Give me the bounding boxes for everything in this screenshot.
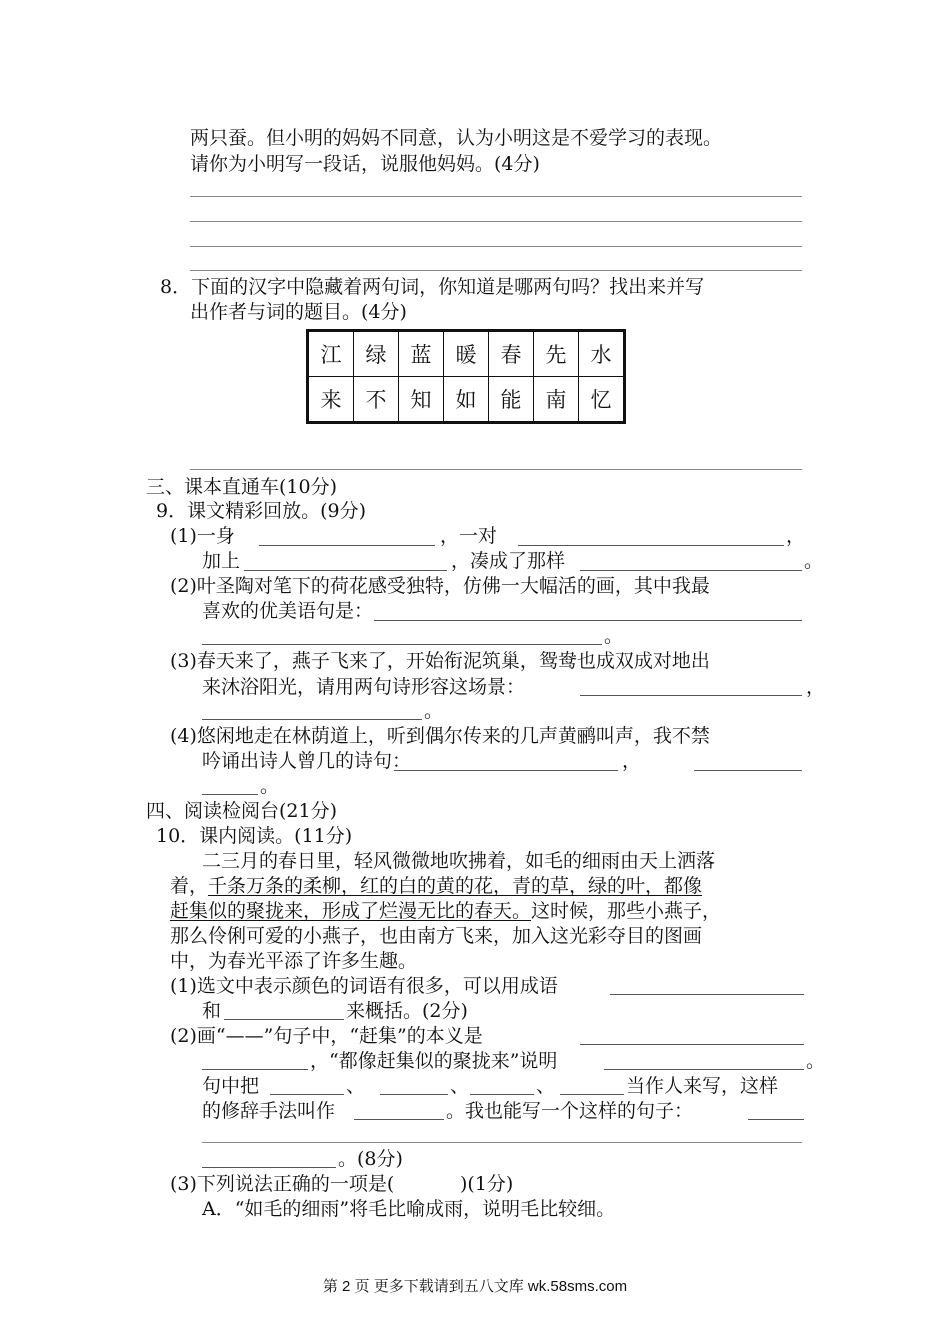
underlined-sentence: 赶集似的聚拢来，形成了烂漫无比的春天。 xyxy=(170,900,532,922)
page-footer: 第 2 页 更多下载请到五八文库 wk.58sms.com xyxy=(322,1278,628,1295)
grid-cell: 暖 xyxy=(444,331,489,377)
blank-line[interactable] xyxy=(560,1094,624,1095)
blank-line[interactable] xyxy=(374,620,802,621)
q9-p3-text: ， xyxy=(806,676,826,698)
q10-s1-text: 来概括。(2分) xyxy=(346,1000,468,1022)
grid-cell: 水 xyxy=(579,331,625,377)
grid-cell: 蓝 xyxy=(399,331,444,377)
q7-text-line1: 两只蚕。但小明的妈妈不同意，认为小明这是不爱学习的表现。 xyxy=(190,127,723,149)
q10-s2-text: 、 xyxy=(346,1075,366,1097)
q9-p2-text: 喜欢的优美语句是： xyxy=(202,600,374,622)
q10-s2-text: 。(8分) xyxy=(338,1148,403,1170)
blank-line[interactable] xyxy=(259,545,435,546)
grid-cell: 来 xyxy=(308,377,354,423)
section3-heading: 三、课本直通车(10分) xyxy=(146,476,338,498)
q10-title: 10．课内阅读。(11分) xyxy=(156,825,353,847)
q9-title: 9．课文精彩回放。(9分) xyxy=(156,500,367,522)
blank-line[interactable] xyxy=(610,994,804,995)
blank-line[interactable] xyxy=(202,1167,336,1168)
grid-cell: 绿 xyxy=(354,331,399,377)
q9-p4-text: 吟诵出诗人曾几的诗句： xyxy=(202,750,412,772)
q10-s2-text: 。我也能写一个这样的句子： xyxy=(446,1100,694,1122)
blank-line[interactable] xyxy=(202,794,258,795)
passage-line: 那么伶俐可爱的小燕子，也由南方飞来，加入这光彩夺目的图画 xyxy=(170,925,703,947)
q9-p2-text: 。 xyxy=(604,625,624,647)
q9-p1-text: 加上 xyxy=(202,550,241,572)
blank-line[interactable] xyxy=(580,695,802,696)
grid-cell: 先 xyxy=(534,331,579,377)
passage-line xyxy=(170,898,721,924)
blank-line[interactable] xyxy=(580,570,802,571)
q10-s3-text: )(1分) xyxy=(460,1173,514,1195)
answer-line xyxy=(190,246,802,247)
q9-p1-text: (1)一身 xyxy=(170,525,235,547)
q9-p1-text: ，一对 xyxy=(440,525,498,547)
blank-line[interactable] xyxy=(224,1019,344,1020)
q9-p1-text: 。 xyxy=(804,550,824,572)
answer-line xyxy=(190,270,802,271)
underlined-sentence: 千条万条的柔柳，红的白的黄的花，青的草，绿的叶，都像 xyxy=(208,875,703,897)
q10-s2-text: 的修辞手法叫作 xyxy=(202,1100,336,1122)
blank-line[interactable] xyxy=(354,1119,444,1120)
q10-s1-text: 和 xyxy=(202,1000,222,1022)
q10-s2-text: 、 xyxy=(450,1075,470,1097)
grid-cell: 春 xyxy=(489,331,534,377)
grid-cell: 不 xyxy=(354,377,399,423)
passage-line xyxy=(170,873,702,899)
q10-s2-text: ，“都像赶集似的聚拢来”说明 xyxy=(310,1050,558,1072)
hidden-poem-grid xyxy=(306,329,626,424)
blank-line[interactable] xyxy=(270,1094,344,1095)
passage-line: 中，为春光平添了许多生趣。 xyxy=(170,950,418,972)
grid-cell: 如 xyxy=(444,377,489,423)
blank-line[interactable] xyxy=(518,545,784,546)
q9-p3-text: 来沐浴阳光，请用两句诗形容这场景： xyxy=(202,676,526,698)
blank-line[interactable] xyxy=(580,1044,804,1045)
grid-row xyxy=(308,331,625,377)
answer-line xyxy=(190,221,802,222)
answer-line xyxy=(190,469,802,470)
passage-text: 这时候，那些小燕子， xyxy=(531,900,722,922)
q9-p3-text: 。 xyxy=(424,700,444,722)
blank-line[interactable] xyxy=(604,1069,804,1070)
q10-s2-text: 句中把 xyxy=(202,1075,260,1097)
blank-line[interactable] xyxy=(748,1119,804,1120)
grid-cell: 忆 xyxy=(579,377,625,423)
q10-s3-text: (3)下列说法正确的一项是( xyxy=(170,1173,395,1195)
q9-p1-text: ，凑成了那样 xyxy=(451,550,566,572)
passage-line: 二三月的春日里，轻风微微地吹拂着，如毛的细雨由天上洒落 xyxy=(202,850,716,872)
blank-line[interactable] xyxy=(694,770,802,771)
q10-s2-text: 当作人来写，这样 xyxy=(626,1075,779,1097)
answer-line[interactable] xyxy=(202,1142,802,1143)
q10-s2-text: (2)画“——”句子中，“赶集”的本义是 xyxy=(170,1025,483,1047)
q10-s2-text: 。 xyxy=(806,1050,826,1072)
blank-line[interactable] xyxy=(394,770,618,771)
grid-cell: 知 xyxy=(399,377,444,423)
q9-p4-text: ， xyxy=(622,750,642,772)
grid-cell: 能 xyxy=(489,377,534,423)
q9-p4-text: 。 xyxy=(260,775,280,797)
blank-line[interactable] xyxy=(202,719,422,720)
q7-text-line2: 请你为小明写一段话，说服他妈妈。(4分) xyxy=(190,153,540,175)
q9-p1-text: ， xyxy=(786,525,806,547)
blank-line[interactable] xyxy=(380,1094,448,1095)
blank-line[interactable] xyxy=(244,570,447,571)
passage-text: 着， xyxy=(170,875,209,897)
grid-row xyxy=(308,377,625,423)
blank-line[interactable] xyxy=(202,644,602,645)
q10-s1-text: (1)选文中表示颜色的词语有很多，可以用成语 xyxy=(170,975,558,997)
section4-heading: 四、阅读检阅台(21分) xyxy=(146,800,338,822)
q9-p2-text: (2)叶圣陶对笔下的荷花感受独特，仿佛一大幅活的画，其中我最 xyxy=(170,575,710,597)
q9-p3-text: (3)春天来了，燕子飞来了，开始衔泥筑巢，鸳鸯也成双成对地出 xyxy=(170,650,710,672)
blank-line[interactable] xyxy=(470,1094,534,1095)
answer-line xyxy=(190,196,802,197)
q8-text-line2: 出作者与词的题目。(4分) xyxy=(190,301,407,323)
q10-s3-option-a: A．“如毛的细雨”将毛比喻成雨，说明毛比较细。 xyxy=(202,1198,616,1220)
q8-text-line1: 8．下面的汉字中隐藏着两句词，你知道是哪两句吗？找出来并写 xyxy=(160,276,705,298)
grid-cell: 南 xyxy=(534,377,579,423)
blank-line[interactable] xyxy=(202,1069,308,1070)
q9-p4-text: (4)悠闲地走在林荫道上，听到偶尔传来的几声黄鹂叫声，我不禁 xyxy=(170,725,710,747)
q10-s2-text: 、 xyxy=(536,1075,556,1097)
grid-cell: 江 xyxy=(308,331,354,377)
